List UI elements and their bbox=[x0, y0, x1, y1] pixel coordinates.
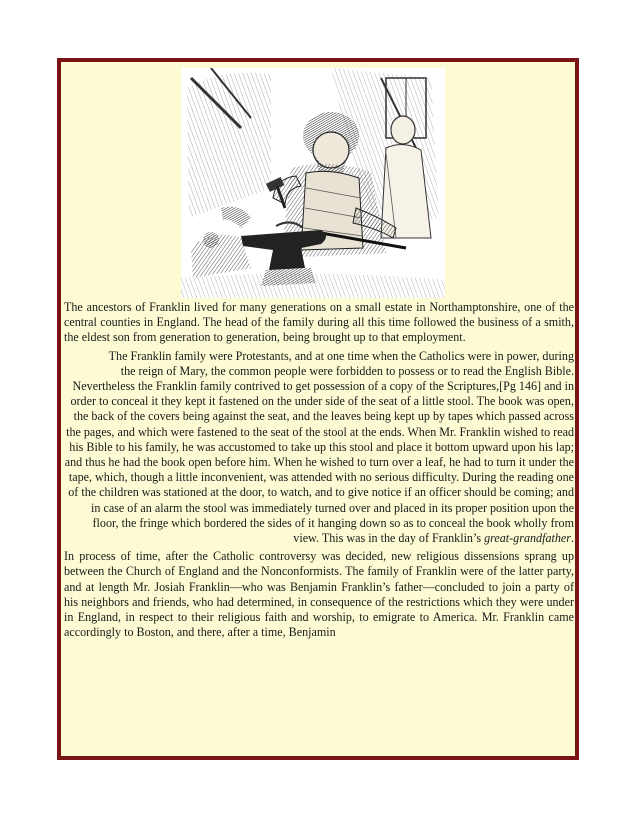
paragraph-emigration: In process of time, after the Catholic controversy was decided, new religious dissensions sprang up between the Church of England and the Nonconformists. The family of Franklin were of the latter party, and at length Mr. Josiah Franklin—who was Benjamin Franklin’s father—concluded to join a party of his neighbors and friends, who had determined, in consequence of the restrictions which they were under in England, in respect to their religious faith and worship, to emigrate to America. Mr. Franklin came accordingly to Boston, and there, after a time, Benjamin bbox=[64, 549, 574, 640]
blacksmith-engraving-icon bbox=[181, 68, 445, 298]
emphasis-great-grandfather: great-grandfather bbox=[484, 531, 571, 546]
paragraph-protestants-end: . bbox=[570, 531, 574, 546]
paragraph-protestants bbox=[64, 349, 574, 547]
paragraph-protestants-text: The Franklin family were Protestants, and at one time when the Catholics were in power, during the reign of Mary, the common people were forbidden to possess or to read the English Bible. Nevertheless the Franklin family contrived to get possession of a copy of the Scriptures,[Pg 146] and in order to conceal it they kept it fastened on the under side of the seat of a little stool. The book was open, the back of the covers being against the seat, and the leaves being kept up by tapes which passed across the pages, and which were fastened to the seat of the stool at the ends. When Mr. Franklin wished to read his Bible to his family, he was accustomed to take up this stool and place it bottom upward upon his lap; and thus he had the book open before him. When he wished to turn over a leaf, he had to turn it under the tape, which, though a little inconvenient, was attended with no serious difficulty. During the reading one of the children was stationed at the door, to watch, and to give notice if an officer should be coming; and in case of an alarm the stool was immediately turned over and placed in its proper position upon the floor, the fringe which bordered the sides of it hanging down so as to conceal the book wholly from view. This was in the day of Franklin’s bbox=[64, 348, 574, 546]
article-body bbox=[64, 300, 574, 640]
page-frame bbox=[57, 58, 579, 760]
paragraph-ancestors: The ancestors of Franklin lived for many generations on a small estate in Northamptonshire, one of the central counties in England. The head of the family during all this time followed the business of a smith, the eldest son from generation to generation, being brought up to that employment. bbox=[64, 300, 574, 345]
blacksmith-illustration bbox=[181, 68, 445, 298]
